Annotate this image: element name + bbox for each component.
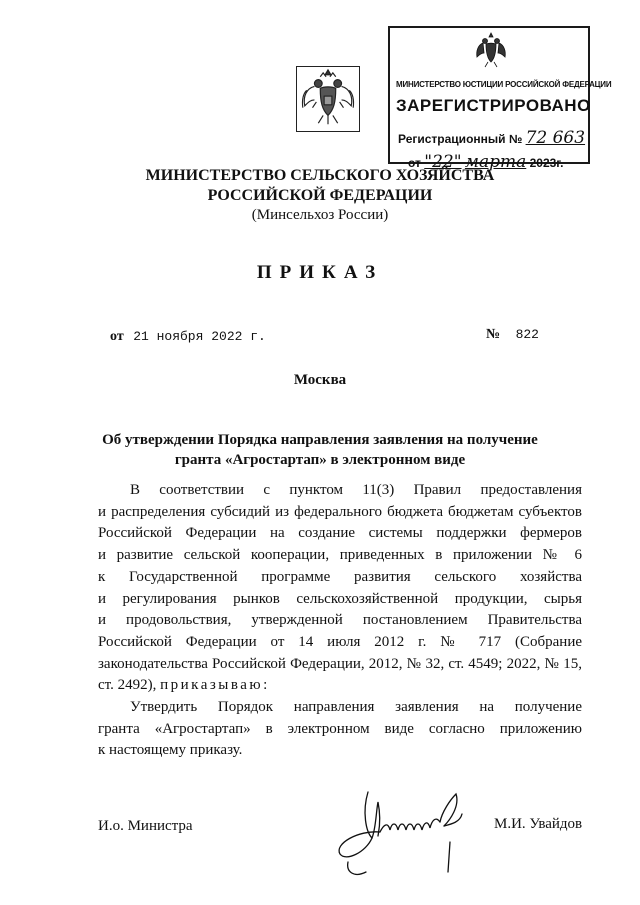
coat-of-arms-emblem [296, 66, 360, 132]
body-line: Российской Федерации на создание системы поддержки фермеров [98, 525, 582, 542]
body-line: Утвердить Порядок направления заявления на получение [130, 699, 582, 716]
stamp-ministry-name: МИНИСТЕРСТВО ЮСТИЦИИ РОССИЙСКОЙ ФЕДЕРАЦИИ [396, 80, 612, 89]
stamp-reg-label: Регистрационный № [398, 132, 523, 146]
document-type-title: ПРИКАЗ [256, 262, 384, 283]
city-name: Москва [293, 372, 347, 388]
decree-word: приказываю: [160, 677, 270, 694]
order-subject-title [90, 430, 550, 470]
signer-position: И.о. Министра [98, 818, 193, 834]
body-line: Российской Федерации от 14 июля 2012 г. № 717 (Собрание [98, 633, 582, 650]
stamp-date-year: 2023г. [529, 156, 564, 170]
ministry-name-line-2: РОССИЙСКОЙ ФЕДЕРАЦИИ [207, 187, 433, 204]
body-line: законодательства Российской Федерации, 2012, № 32, ст. 4549; 2022, № 15, [98, 655, 582, 672]
body-line: и регулирования рынков сельскохозяйственной продукции, сырья [98, 590, 582, 607]
ministry-short-name: (Минсельхоз России) [251, 207, 389, 223]
stamp-eagle-icon [474, 32, 508, 68]
order-number-label: № [486, 327, 501, 342]
order-number [486, 327, 539, 343]
stamp-date-prefix: от [408, 156, 421, 170]
body-line-decree [98, 675, 582, 697]
stamp-date-day: "22" [424, 152, 462, 172]
ministry-name [120, 166, 520, 206]
signer-name: М.И. Увайдов [494, 816, 583, 832]
order-body [98, 480, 582, 762]
order-date-value: 21 ноября 2022 г. [133, 329, 266, 344]
body-line: В соответствии с пунктом 11(3) Правил предоставления [130, 482, 582, 498]
subject-line-1: Об утверждении Порядка направления заявления на получение [102, 432, 538, 448]
stamp-registered-label: ЗАРЕГИСТРИРОВАНО [396, 96, 591, 115]
body-line: к настоящему приказу. [98, 742, 243, 759]
order-number-value: 822 [515, 327, 539, 342]
handwritten-signature [332, 772, 476, 890]
double-headed-eagle-icon [297, 67, 359, 131]
order-date-label: от [110, 329, 124, 344]
body-line: и распределения субсидий из федерального бюджета бюджетам субъектов [98, 503, 582, 520]
order-date [110, 329, 266, 345]
subject-line-2: гранта «Агростартап» в электронном виде [174, 452, 466, 468]
ministry-name-line-1: МИНИСТЕРСТВО СЕЛЬСКОГО ХОЗЯЙСТВА [145, 167, 495, 184]
stamp-date-month: марта [464, 152, 527, 172]
body-line: и продовольствия, утвержденной постановлением Правительства [98, 612, 582, 629]
registration-stamp [388, 26, 612, 172]
body-last-line-start: ст. 2492), [98, 677, 157, 694]
stamp-registration-number [398, 128, 585, 148]
body-line: гранта «Агростартап» в электронном виде согласно приложению [98, 720, 582, 737]
stamp-reg-number: 72 663 [525, 128, 586, 148]
body-line: и развитие сельской кооперации, приведенных в приложении № 6 [98, 547, 582, 564]
body-line: к Государственной программе развития сельского хозяйства [98, 568, 582, 585]
